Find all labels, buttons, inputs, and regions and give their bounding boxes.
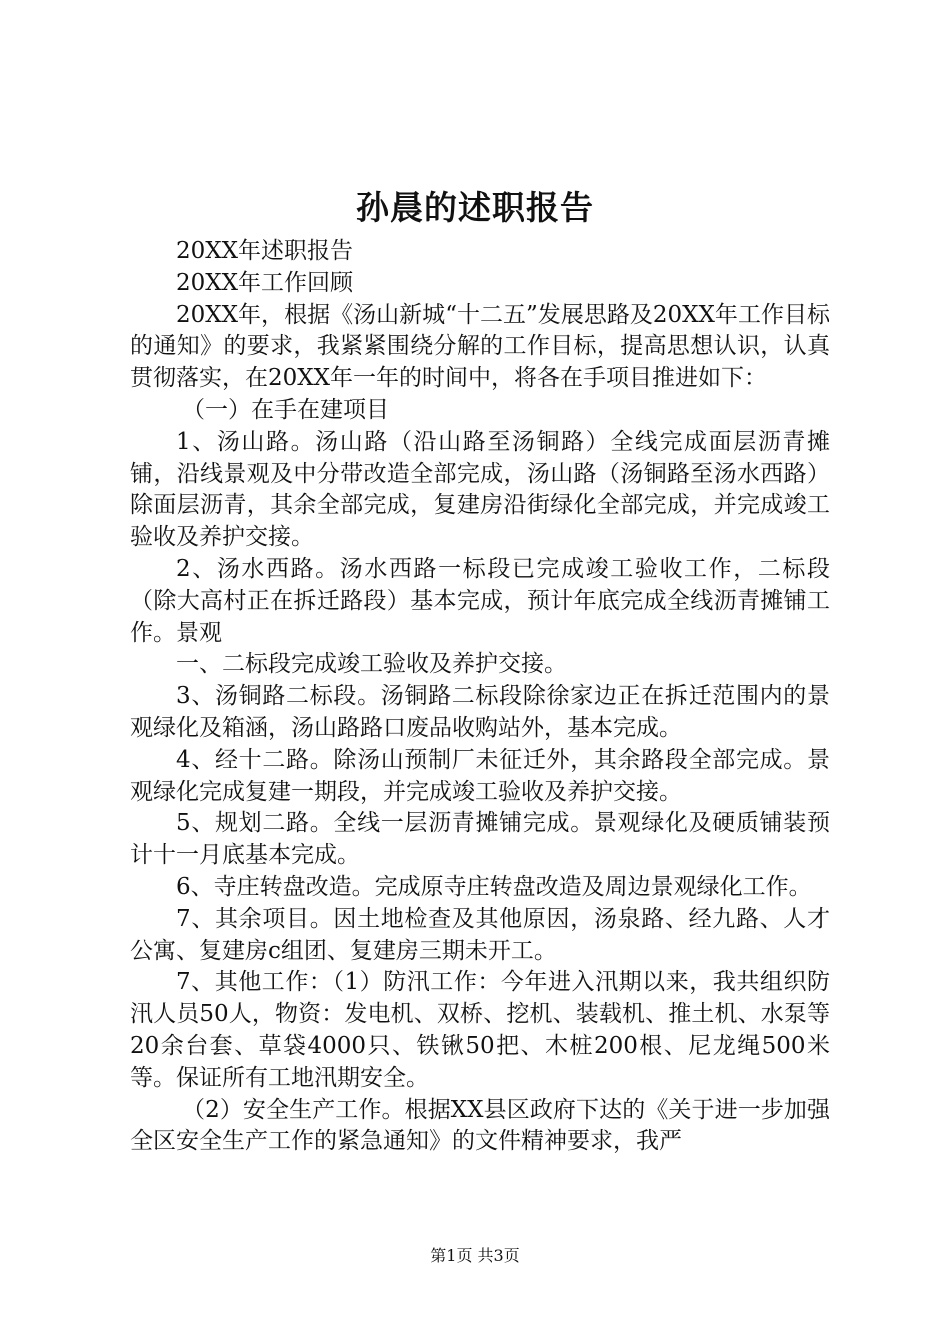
paragraph-review-heading: 20XX年工作回顾 [176, 269, 354, 296]
paragraph-other-work: 7、其他工作：（1）防汛工作：今年进入汛期以来，我共组织防汛人员50人，物资：发电机、双桥、挖机、装载机、推土机、水泵等20余台套、草袋4000只、铁锹50把、木桩200根、尼龙绳500米等。保证所有工地汛期安全。 [130, 969, 830, 1091]
paragraph-section-heading: （一）在手在建项目 [182, 396, 389, 423]
paragraph-item-2: 2、汤水西路。汤水西路一标段已完成竣工验收工作，二标段（除大高村正在拆迁路段）基本完成，预计年底完成全线沥青摊铺工作。景观 [130, 555, 830, 646]
paragraph-intro: 20XX年，根据《汤山新城“十二五”发展思路及20XX年工作目标的通知》的要求，我紧紧围绕分解的工作目标，提高思想认识，认真贯彻落实，在20XX年一年的时间中，将各在手项目推进如下： [130, 301, 830, 392]
paragraph-item-2-continued: 一、二标段完成竣工验收及养护交接。 [176, 651, 567, 678]
paragraph-item-5: 5、规划二路。全线一层沥青摊铺完成。景观绿化及硬质铺装预计十一月底基本完成。 [130, 810, 830, 869]
document-body [130, 236, 830, 1158]
page-number-footer: 第1页 共3页 [430, 1246, 520, 1265]
paragraph-item-3: 3、汤铜路二标段。汤铜路二标段除徐家边正在拆迁范围内的景观绿化及箱涵，汤山路路口废品收购站外，基本完成。 [130, 683, 830, 741]
paragraph-item-6: 6、寺庄转盘改造。完成原寺庄转盘改造及周边景观绿化工作。 [176, 873, 812, 900]
paragraph-safety-production: （2）安全生产工作。根据XX县区政府下达的《关于进一步加强全区安全生产工作的紧急通知》的文件精神要求，我严 [130, 1096, 830, 1155]
paragraph-report-heading: 20XX年述职报告 [176, 238, 354, 264]
paragraph-item-4: 4、经十二路。除汤山预制厂未征迁外，其余路段全部完成。景观绿化完成复建一期段，并完成竣工验收及养护交接。 [130, 746, 830, 805]
page-title: 孙晨的述职报告 [356, 188, 594, 227]
paragraph-item-7: 7、其余项目。因土地检查及其他原因，汤泉路、经九路、人才公寓、复建房c组团、复建房三期未开工。 [130, 905, 830, 964]
paragraph-item-1: 1、汤山路。汤山路（沿山路至汤铜路）全线完成面层沥青摊铺，沿线景观及中分带改造全部完成，汤山路（汤铜路至汤水西路）除面层沥青，其余全部完成，复建房沿街绿化全部完成，并完成竣工验收及养护交接。 [130, 428, 830, 551]
